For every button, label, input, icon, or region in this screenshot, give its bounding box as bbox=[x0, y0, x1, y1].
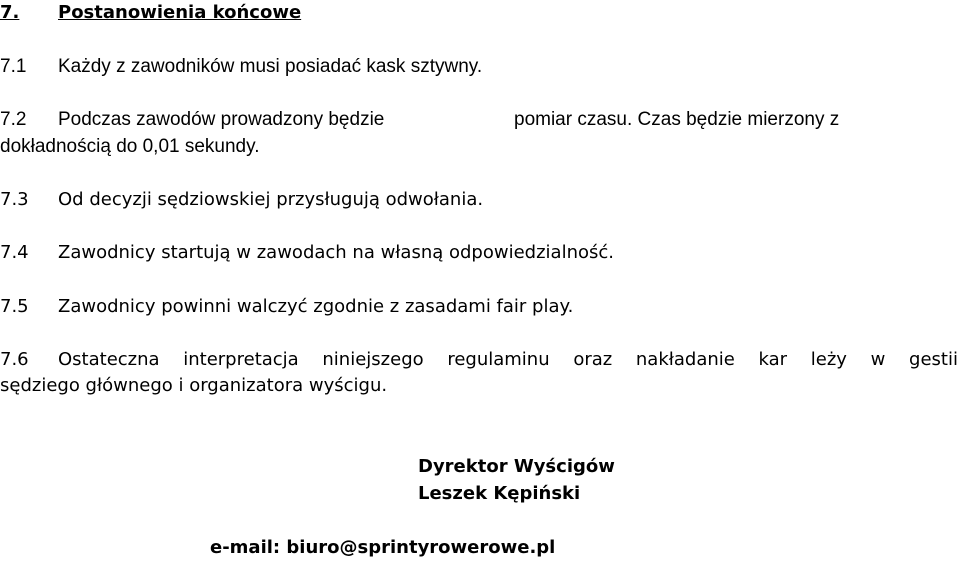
item-text: Zawodnicy startują w zawodach na własną odpowiedzialność. bbox=[58, 242, 614, 263]
item-text: Od decyzji sędziowskiej przysługują odwołania. bbox=[58, 189, 484, 210]
item-text: Zawodnicy powinni walczyć zgodnie z zasadami fair play. bbox=[58, 296, 574, 317]
section-number: 7. bbox=[0, 2, 20, 23]
item-text-line1: Ostateczna interpretacja niniejszego regulaminu oraz nakładanie kar leży w gestii bbox=[58, 349, 958, 370]
item-text-line2: sędziego głównego i organizatora wyścigu. bbox=[0, 375, 388, 396]
item-number: 7.5 bbox=[0, 296, 29, 317]
item-number: 7.1 bbox=[0, 56, 27, 77]
item-number: 7.3 bbox=[0, 189, 29, 210]
item-number: 7.6 bbox=[0, 349, 29, 370]
item-text: Każdy z zawodników musi posiadać kask sztywny. bbox=[58, 56, 483, 77]
item-text-part1: Podczas zawodów prowadzony będzie bbox=[58, 109, 385, 130]
section-title: Postanowienia końcowe bbox=[58, 2, 302, 23]
item-number: 7.4 bbox=[0, 242, 29, 263]
item-number: 7.2 bbox=[0, 109, 27, 130]
item-text-part2: pomiar czasu. Czas będzie mierzony z bbox=[514, 109, 840, 130]
signature-role: Dyrektor Wyścigów bbox=[418, 456, 615, 477]
contact-email: e-mail: biuro@sprintyrowerowe.pl bbox=[210, 537, 556, 558]
item-text-line2: dokładnością do 0,01 sekundy. bbox=[0, 136, 260, 157]
signature-name: Leszek Kępiński bbox=[418, 483, 581, 504]
